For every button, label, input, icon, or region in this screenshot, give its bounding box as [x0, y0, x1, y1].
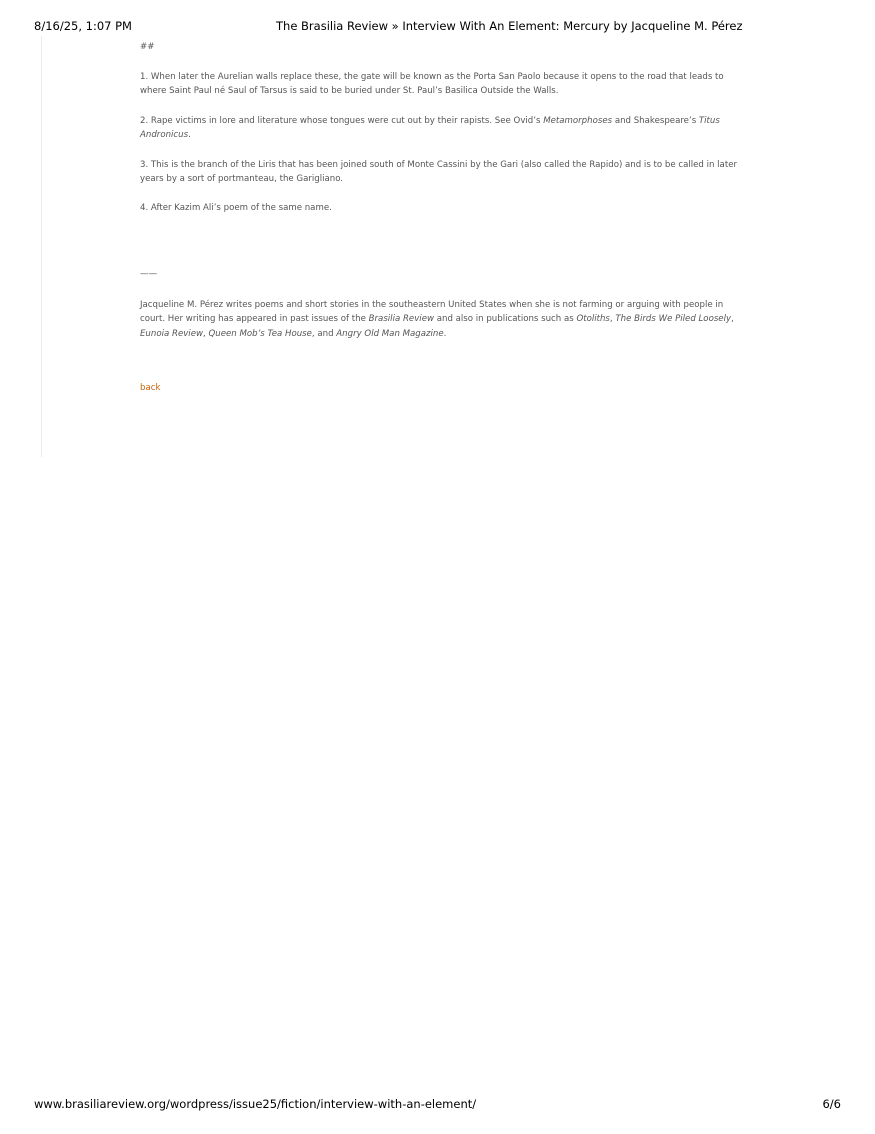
work-title: Titus Andronicus [140, 115, 720, 140]
publication-title: Brasilia Review [368, 314, 435, 324]
bio-text: , and [311, 328, 337, 339]
publication-title: The Birds We Piled Loosely [615, 314, 732, 324]
bio-text: , [609, 314, 616, 324]
section-separator: ## [140, 42, 155, 52]
publication-title: Queen Mob’s Tea House [208, 328, 312, 339]
bio-text: Jacqueline M. Pérez writes poems and short stories in the southeastern United States when she is not farming or arguing with people in court. Her writing has appeared in past issues of the [140, 299, 724, 324]
footnote-text: and Shakespeare’s [612, 115, 699, 126]
footnotes [140, 70, 740, 216]
print-url: www.brasiliareview.org/wordpress/issue25/fiction/interview-with-an-element/ [34, 1097, 477, 1111]
print-header [34, 19, 841, 35]
back-link[interactable]: back [140, 383, 161, 393]
print-page-title: The Brasilia Review » Interview With An Element: Mercury by Jacqueline M. Pérez [276, 19, 743, 33]
footnote-text: 2. Rape victims in lore and literature whose tongues were cut out by their rapists. See Ovid’s [140, 115, 544, 126]
work-title: Metamorphoses [543, 115, 613, 126]
bio-text: , [203, 328, 209, 339]
bio-text: . [443, 328, 447, 339]
footnote-text: 3. This is the branch of the Liris that has been joined south of Monte Cassini by the Gari (also called the Rapido) and is to be called in later years by a sort of portmanteau, the Garigliano. [140, 159, 738, 184]
footnote-text: . [188, 130, 191, 140]
footnote-2 [140, 114, 740, 143]
publication-title: Eunoia Review [140, 328, 204, 339]
author-bio [140, 298, 740, 342]
publication-title: Otoliths [576, 314, 610, 324]
page-number: 6/6 [822, 1097, 841, 1111]
print-footer [34, 1097, 841, 1113]
article-content [140, 40, 740, 396]
footnote-text: 4. After Kazim Ali’s poem of the same name. [140, 202, 332, 213]
sidebar-divider [41, 36, 42, 457]
publication-title: Angry Old Man Magazine [336, 328, 444, 339]
footnote-text: 1. When later the Aurelian walls replace these, the gate will be known as the Porta San Paolo because it opens to the road that leads to where Saint Paul né Saul of Tarsus is said to be buried under St. Paul’s Basilica Outside the Walls. [140, 71, 724, 96]
footnote-3 [140, 158, 740, 187]
bio-separator: —— [140, 269, 158, 279]
print-datetime: 8/16/25, 1:07 PM [34, 19, 132, 33]
bio-text: and also in publications such as [434, 314, 577, 324]
bio-text: , [731, 314, 734, 324]
footnote-4 [140, 201, 740, 216]
footnote-1 [140, 70, 740, 99]
